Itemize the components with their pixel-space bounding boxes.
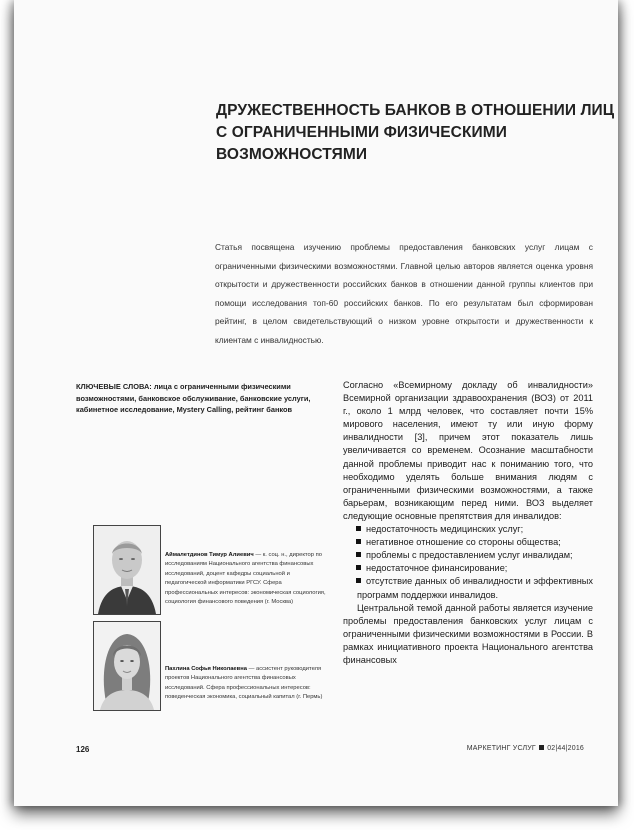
author-name-1: Аймалетдинов Тимур Алиевич [165, 552, 254, 558]
bullet-square-icon [356, 539, 361, 544]
bullet-square-icon [356, 552, 361, 557]
bullet-square-icon [356, 565, 361, 570]
list-item: негативное отношение со стороны общества; [343, 536, 593, 549]
article-abstract: Статья посвящена изучению проблемы предоставления банковских услуг лицам с ограниченными физическими возможностями. Главной целью авторов является оценка уровня открытости и дружественности российских банков в отношении данной группы клиентов при помощи исследования топ-60 российских банков. По его результатам был сформирован рейтинг, в целом свидетельствующий о низком уровне открытости и дружественности к клиентам с инвалидностью. [215, 242, 593, 345]
body-paragraph-2: Центральной темой данной работы является изучение проблемы предоставления банковских услуг лицам с ограниченными физическими возможностями в России. В рамках инициативного проекта Национального агентства финансовых [343, 602, 593, 665]
page-number: 126 [76, 745, 90, 754]
bullet-square-icon [356, 578, 361, 583]
body-paragraph-1: Согласно «Всемирному докладу об инвалидности» Всемирной организации здравоохранения (ВОЗ) от 2011 г., около 1 млрд человек, что составляет почти 15% мирового населения, имеют ту или иную форму инвалидности [3], причем этот показатель лишь увеличивается со временем. Осознание масштабности данной проблемы приводит нас к пониманию того, что необходимо уделять больше внимания людям с ограниченными физическими возможностями, а также барьерам, возникающим перед ними. ВОЗ выделяет следующие основные препятствия для инвалидов: [343, 380, 593, 521]
body-column [343, 379, 593, 667]
journal-page [14, 0, 618, 806]
journal-issue: 02|44|2016 [547, 745, 584, 752]
keywords-block [76, 381, 326, 416]
author-description-2: — ассистент руководителя проектов Национального агентства финансовых исследований. Сфера профессиональных интересов: поведенческая экономика, социальный капитал (г. Пермь) [165, 666, 323, 701]
list-item: недостаточность медицинских услуг; [343, 523, 593, 536]
list-item: недостаточное финансирование; [343, 562, 593, 575]
list-item: отсутствие данных об инвалидности и эффективных программ поддержки инвалидов. [357, 576, 593, 600]
keywords-text: лица с ограниченными физическими возможностями, банковское обслуживание, банковские услуги, кабинетное исследование, Mystery Calling, рейтинг банков [76, 382, 311, 414]
author-photo-1 [93, 525, 161, 615]
journal-name: МАРКЕТИНГ УСЛУГ [466, 745, 536, 752]
journal-footer [467, 745, 584, 752]
list-item: проблемы с предоставлением услуг инвалидам; [343, 549, 593, 562]
article-title: ДРУЖЕСТВЕННОСТЬ БАНКОВ В ОТНОШЕНИИ ЛИЦ С ОГРАНИЧЕННЫМИ ФИЗИЧЕСКИМИ ВОЗМОЖНОСТЯМИ [216, 102, 615, 163]
author-description-1: — к. соц. н., директор по исследованиям Национального агентства финансовых исследований, доцент кафедры социальной и педагогической информатики РГСУ. Сфера профессиональных интересов: экономическая социология, социология финансового поведения (г. Москва) [165, 552, 326, 606]
author-bio-1 [165, 551, 328, 607]
author-bio-2 [165, 665, 328, 703]
footer-square-icon [539, 745, 544, 750]
author-name-2: Пахлина Софья Николаевна [165, 666, 247, 672]
author-photo-2 [93, 621, 161, 711]
keywords-label: КЛЮЧЕВЫЕ СЛОВА: [76, 382, 152, 391]
bullet-square-icon [356, 526, 361, 531]
